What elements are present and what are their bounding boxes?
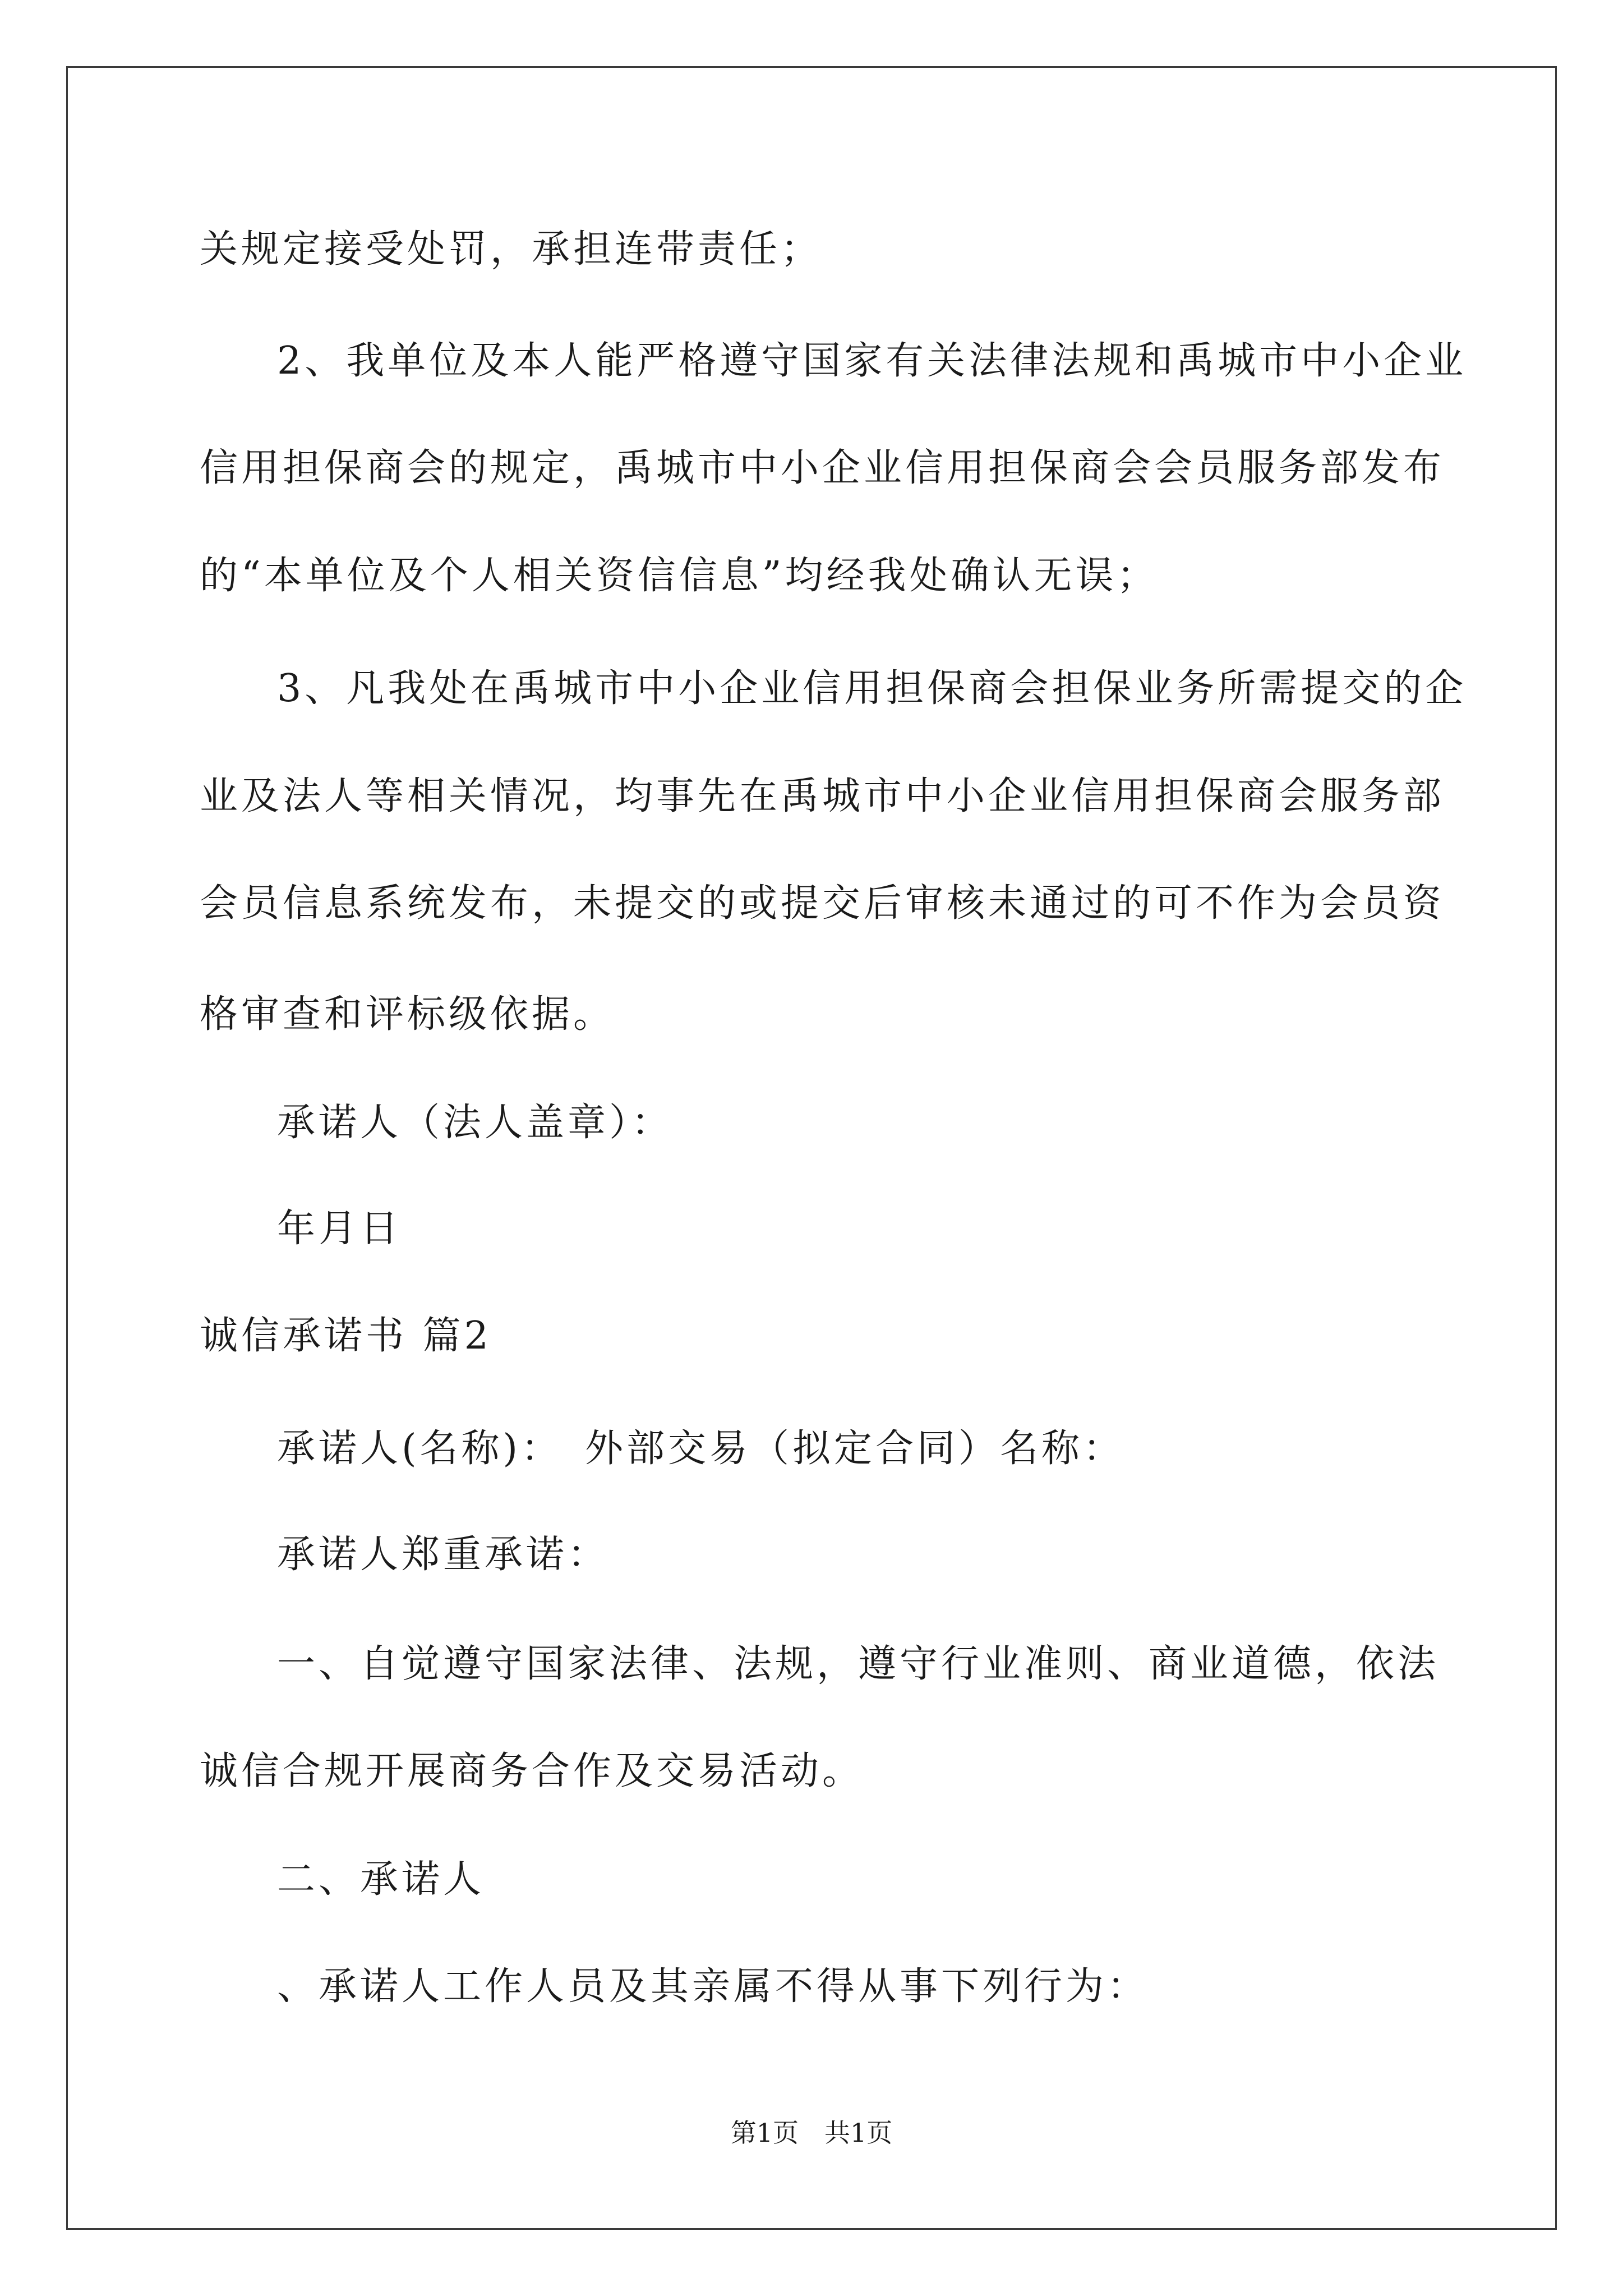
body-line-13: 承诺人郑重承诺： [277, 1533, 610, 1577]
date-line: 年月日 [277, 1207, 402, 1251]
body-line-16: 二、承诺人 [277, 1857, 485, 1902]
body-line-5: 3、凡我处在禹城市中小企业信用担保商会担保业务所需提交的企 [277, 666, 1467, 711]
body-line-8: 格审查和评标级依据。 [200, 992, 615, 1037]
page-border [66, 66, 1557, 2230]
body-line-4: 的“本单位及个人相关资信信息”均经我处确认无误； [200, 554, 1159, 598]
body-line-2: 2、我单位及本人能严格遵守国家有关法律法规和禹城市中小企业 [277, 339, 1467, 383]
body-line-17: 、承诺人工作人员及其亲属不得从事下列行为： [277, 1964, 1149, 2009]
body-line-15: 诚信合规开展商务合作及交易活动。 [200, 1749, 864, 1793]
page-number-footer: 第1页 共1页 [730, 2118, 893, 2148]
section-heading: 诚信承诺书 篇2 [200, 1314, 492, 1358]
body-line-3: 信用担保商会的规定，禹城市中小企业信用担保商会会员服务部发布 [200, 446, 1445, 490]
body-line-6: 业及法人等相关情况，均事先在禹城市中小企业信用担保商会服务部 [200, 774, 1445, 818]
body-line-1: 关规定接受处罚，承担连带责任； [200, 227, 823, 272]
body-line-14: 一、自觉遵守国家法律、法规，遵守行业准则、商业道德，依法 [277, 1642, 1440, 1686]
signature-line: 承诺人（法人盖章）： [277, 1101, 674, 1145]
body-line-7: 会员信息系统发布，未提交的或提交后审核未通过的可不作为会员资 [200, 881, 1445, 926]
body-line-12: 承诺人(名称)： 外部交易（拟定合同）名称： [277, 1427, 1125, 1471]
